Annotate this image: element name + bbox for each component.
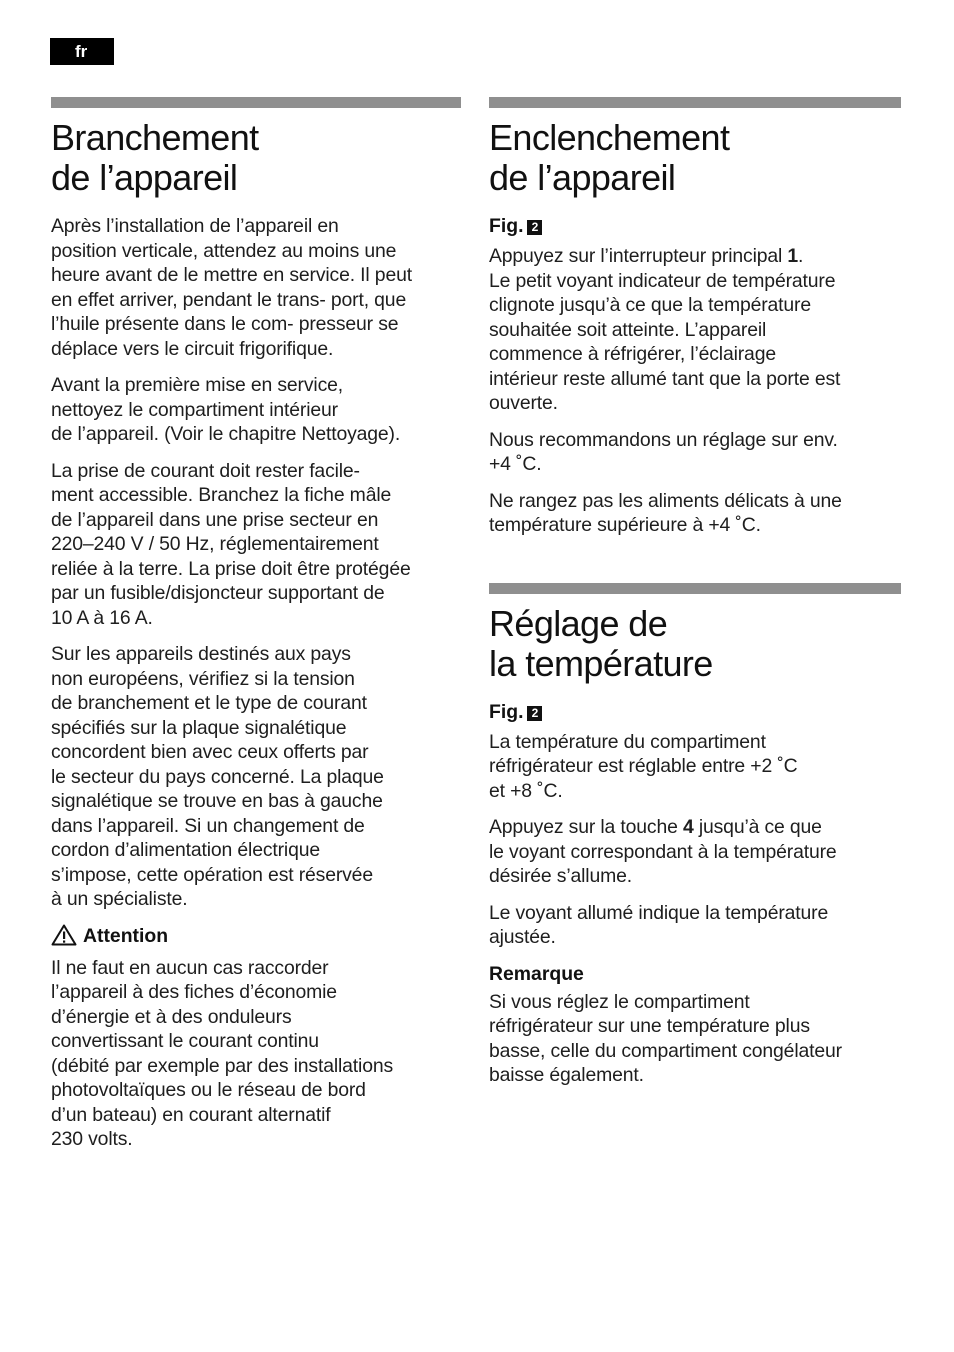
title-line: la température: [489, 642, 713, 684]
title-line: de l’appareil: [489, 157, 676, 198]
right-column: [489, 97, 901, 1100]
language-tab: fr: [50, 38, 114, 65]
figure-reference: Fig. 2: [489, 214, 901, 238]
figure-reference: Fig. 2: [489, 700, 901, 724]
section-rule: [489, 583, 901, 594]
section-rule: [51, 97, 461, 108]
note-heading: Remarque: [489, 962, 584, 985]
section-title-enclenchement: [489, 118, 901, 198]
attention-heading: [51, 924, 461, 952]
figure-number-box: 2: [527, 220, 542, 235]
title-line: Réglage de: [489, 602, 668, 644]
section-rule: [489, 97, 901, 108]
paragraph-button-4: Appuyez sur la touche 4 jusqu’à ce que le voyant correspondant à la température désirée s’allume.: [489, 816, 837, 887]
paragraph-non-european: Sur les appareils destinés aux pays non européens, vérifiez si la tension de branchement et le type de courant spécifiés sur la plaque signalétique concordent bien avec ceux offerts par le secteur du pays concerné. La plaque signalétique se trouve en bas à gauche dans l’appareil. Si un changement de cordon d’alimentation électrique s’impose, cette opération est réservée à un spécialiste.: [51, 643, 384, 910]
left-column: [51, 97, 461, 1164]
title-line: Branchement: [51, 117, 259, 158]
section-title-reglage: [489, 604, 901, 684]
figure-number-box: 2: [527, 706, 542, 721]
paragraph-socket: La prise de courant doit rester facile- ment accessible. Branchez la fiche mâle de l’appareil dans une prise secteur en 220–240 V / 50 Hz, réglementairement reliée à la terre. La prise doit être protégée par un fusible/disjoncteur supportant de 10 A à 16 A.: [51, 459, 411, 629]
title-line: Enclenchement: [489, 117, 730, 158]
attention-label: Attention: [83, 924, 169, 947]
paragraph-main-switch: Appuyez sur l’interrupteur principal 1. Le petit voyant indicateur de température clignote jusqu’à ce que la température souhaitée soit atteinte. L’appareil commence à réfrigérer, l’éclairage intérieur reste allumé tant que la porte est ouverte.: [489, 245, 841, 414]
warning-triangle-icon: [51, 924, 77, 952]
paragraph-first-use: Avant la première mise en service, nettoyez le compartiment intérieur de l’appareil. (Voir le chapitre Nettoyage).: [51, 374, 401, 445]
title-line: de l’appareil: [51, 157, 238, 198]
paragraph-temperature-range: La température du compartiment réfrigérateur est réglable entre +2 ˚C et +8 ˚C.: [489, 730, 798, 802]
paragraph-indicator: Le voyant allumé indique la température ajustée.: [489, 901, 829, 948]
paragraph-note: Si vous réglez le compartiment réfrigérateur sur une température plus basse, celle du compartiment congélateur baisse également.: [489, 990, 842, 1086]
section-title-branchement: [51, 118, 461, 198]
paragraph-recommendation: Nous recommandons un réglage sur env. +4 ˚C.: [489, 428, 838, 475]
paragraph-attention: Il ne faut en aucun cas raccorder l’appareil à des fiches d’économie d’énergie et à des onduleurs convertissant le courant continu (débité par exemple par des installations photovoltaïques ou le réseau de bord d’un bateau) en courant alternatif 230 volts.: [51, 956, 394, 1150]
paragraph-delicate-food: Ne rangez pas les aliments délicats à une température supérieure à +4 ˚C.: [489, 489, 842, 536]
paragraph-installation: Après l’installation de l’appareil en position verticale, attendez au moins une heure avant de le mettre en service. Il peut en effet arriver, pendant le trans- port, que l’huile présente dans le com- presseur se déplace vers le circuit frigorifique.: [51, 215, 412, 360]
